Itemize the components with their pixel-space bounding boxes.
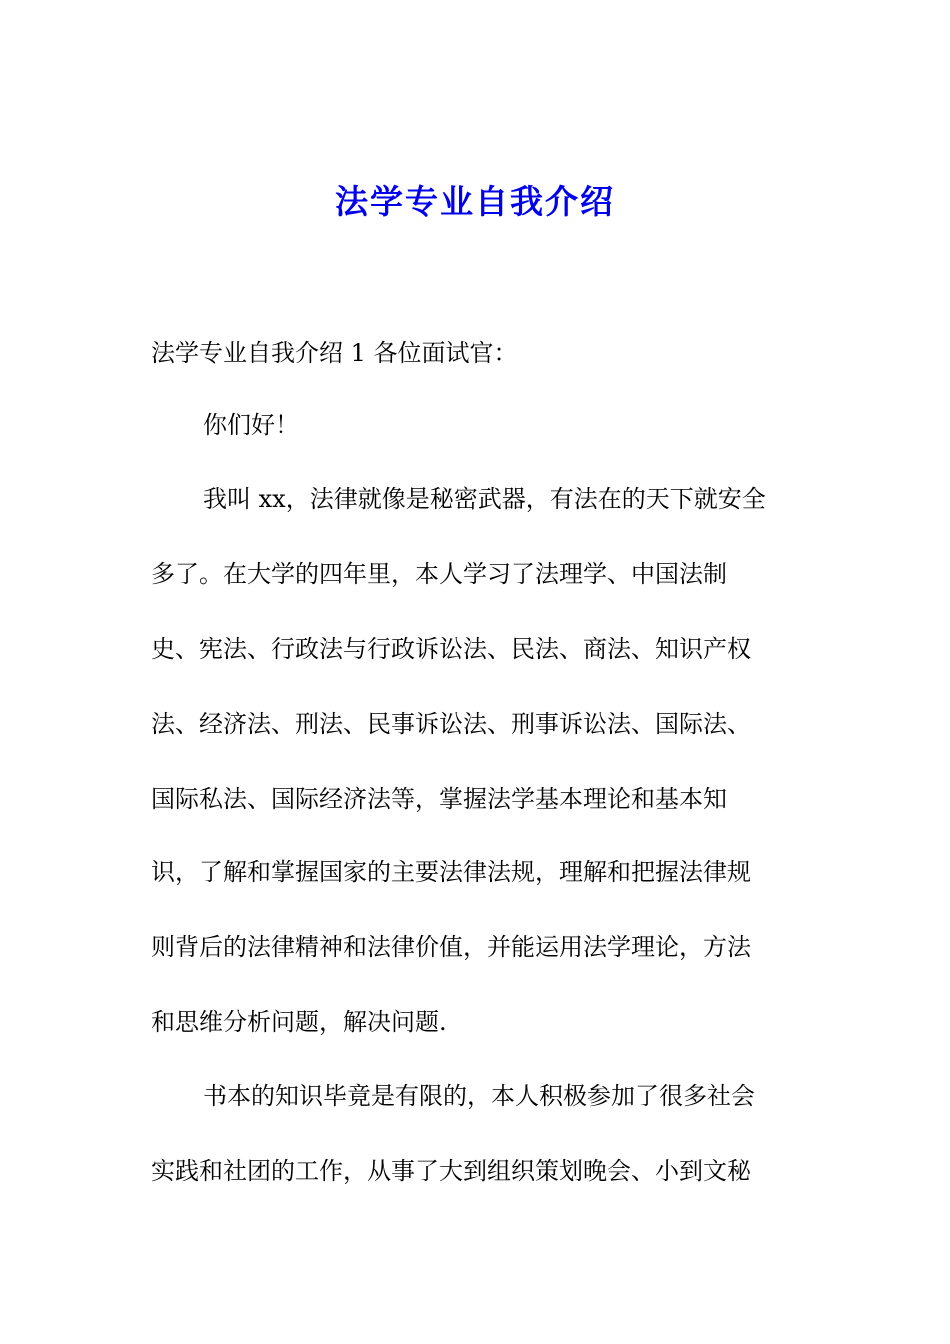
text-line: 法学专业自我介绍 1 各位面试官： [151,339,518,367]
document-title: 法学专业自我介绍 [335,182,615,221]
text-line: 你们好！ [203,411,299,439]
text-line: 法、经济法、刑法、民事诉讼法、刑事诉讼法、国际法、 [151,710,751,738]
text-line: 国际私法、国际经济法等，掌握法学基本理论和基本知 [151,785,727,813]
text-line: 我叫 xx，法律就像是秘密武器，有法在的天下就安全 [203,485,766,513]
text-line: 则背后的法律精神和法律价值，并能运用法学理论，方法 [151,933,751,961]
text-line: 识，了解和掌握国家的主要法律法规，理解和把握法律规 [151,858,751,886]
text-line: 实践和社团的工作，从事了大到组织策划晚会、小到文秘 [151,1157,751,1185]
text-line: 多了。在大学的四年里，本人学习了法理学、中国法制 [151,560,727,588]
text-line: 书本的知识毕竟是有限的，本人积极参加了很多社会 [203,1082,755,1110]
text-line: 和思维分析问题，解决问题. [151,1008,447,1036]
text-line: 史、宪法、行政法与行政诉讼法、民法、商法、知识产权 [151,635,751,663]
